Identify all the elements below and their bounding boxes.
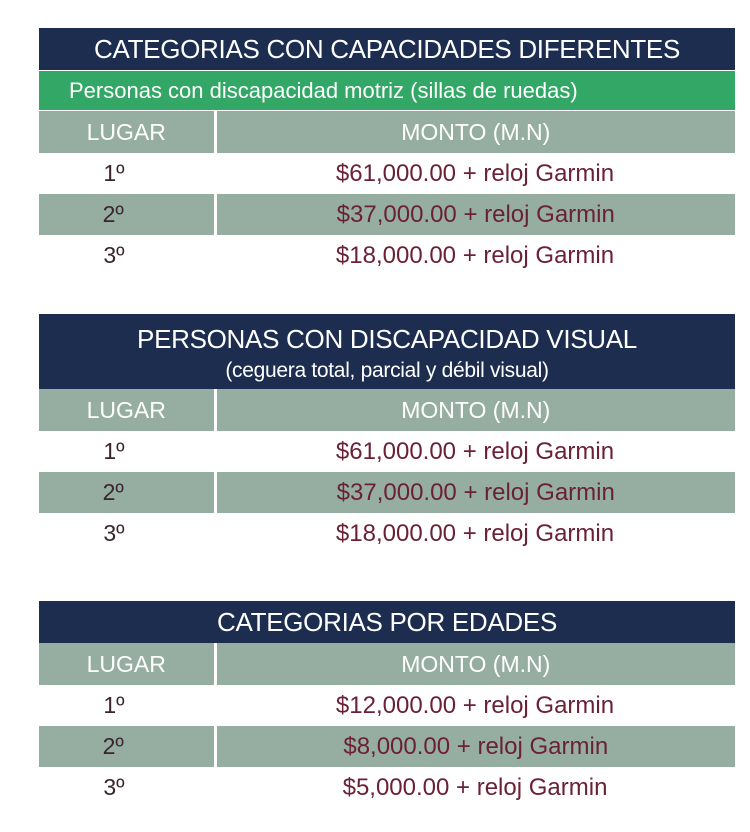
place-cell: 2º xyxy=(39,472,215,513)
table-title-row xyxy=(39,601,735,643)
table-row xyxy=(39,685,735,726)
amount-cell: $12,000.00 + reloj Garmin xyxy=(215,685,735,726)
table-row xyxy=(39,235,735,276)
table-row xyxy=(39,431,735,472)
table-subtitle: (ceguera total, parcial y débil visual) xyxy=(225,359,549,382)
table-title: PERSONAS CON DISCAPACIDAD VISUAL xyxy=(137,324,637,354)
amount-cell: $37,000.00 + reloj Garmin xyxy=(215,472,735,513)
table-subtitle: Personas con discapacidad motriz (sillas de ruedas) xyxy=(39,71,735,111)
prize-table-capacidades-diferentes xyxy=(39,28,735,276)
amount-cell: $37,000.00 + reloj Garmin xyxy=(215,194,735,235)
table-title-row xyxy=(39,28,735,71)
prize-table-discapacidad-visual xyxy=(39,314,735,554)
place-cell: 2º xyxy=(39,726,215,767)
amount-cell: $8,000.00 + reloj Garmin xyxy=(215,726,735,767)
table-subtitle-row xyxy=(39,71,735,111)
table-header-row xyxy=(39,389,735,431)
header-amount: MONTO (M.N) xyxy=(215,389,735,431)
table-header-row xyxy=(39,111,735,154)
amount-cell: $18,000.00 + reloj Garmin xyxy=(215,235,735,276)
header-amount: MONTO (M.N) xyxy=(215,643,735,685)
table-row xyxy=(39,513,735,554)
table-row xyxy=(39,472,735,513)
place-cell: 3º xyxy=(39,767,215,808)
table-title: CATEGORIAS CON CAPACIDADES DIFERENTES xyxy=(39,28,735,71)
table-header-row xyxy=(39,643,735,685)
amount-cell: $18,000.00 + reloj Garmin xyxy=(215,513,735,554)
header-place: LUGAR xyxy=(39,389,215,431)
place-cell: 2º xyxy=(39,194,215,235)
amount-cell: $61,000.00 + reloj Garmin xyxy=(215,431,735,472)
table-row xyxy=(39,726,735,767)
place-cell: 3º xyxy=(39,513,215,554)
place-cell: 1º xyxy=(39,153,215,194)
table-title-row xyxy=(39,314,735,389)
prize-table-por-edades xyxy=(39,601,735,808)
header-place: LUGAR xyxy=(39,111,215,154)
table-row xyxy=(39,767,735,808)
header-place: LUGAR xyxy=(39,643,215,685)
place-cell: 3º xyxy=(39,235,215,276)
amount-cell: $5,000.00 + reloj Garmin xyxy=(215,767,735,808)
table-title-cell xyxy=(39,314,735,389)
header-amount: MONTO (M.N) xyxy=(215,111,735,154)
table-row xyxy=(39,194,735,235)
place-cell: 1º xyxy=(39,431,215,472)
table-title: CATEGORIAS POR EDADES xyxy=(39,601,735,643)
table-row xyxy=(39,153,735,194)
place-cell: 1º xyxy=(39,685,215,726)
amount-cell: $61,000.00 + reloj Garmin xyxy=(215,153,735,194)
